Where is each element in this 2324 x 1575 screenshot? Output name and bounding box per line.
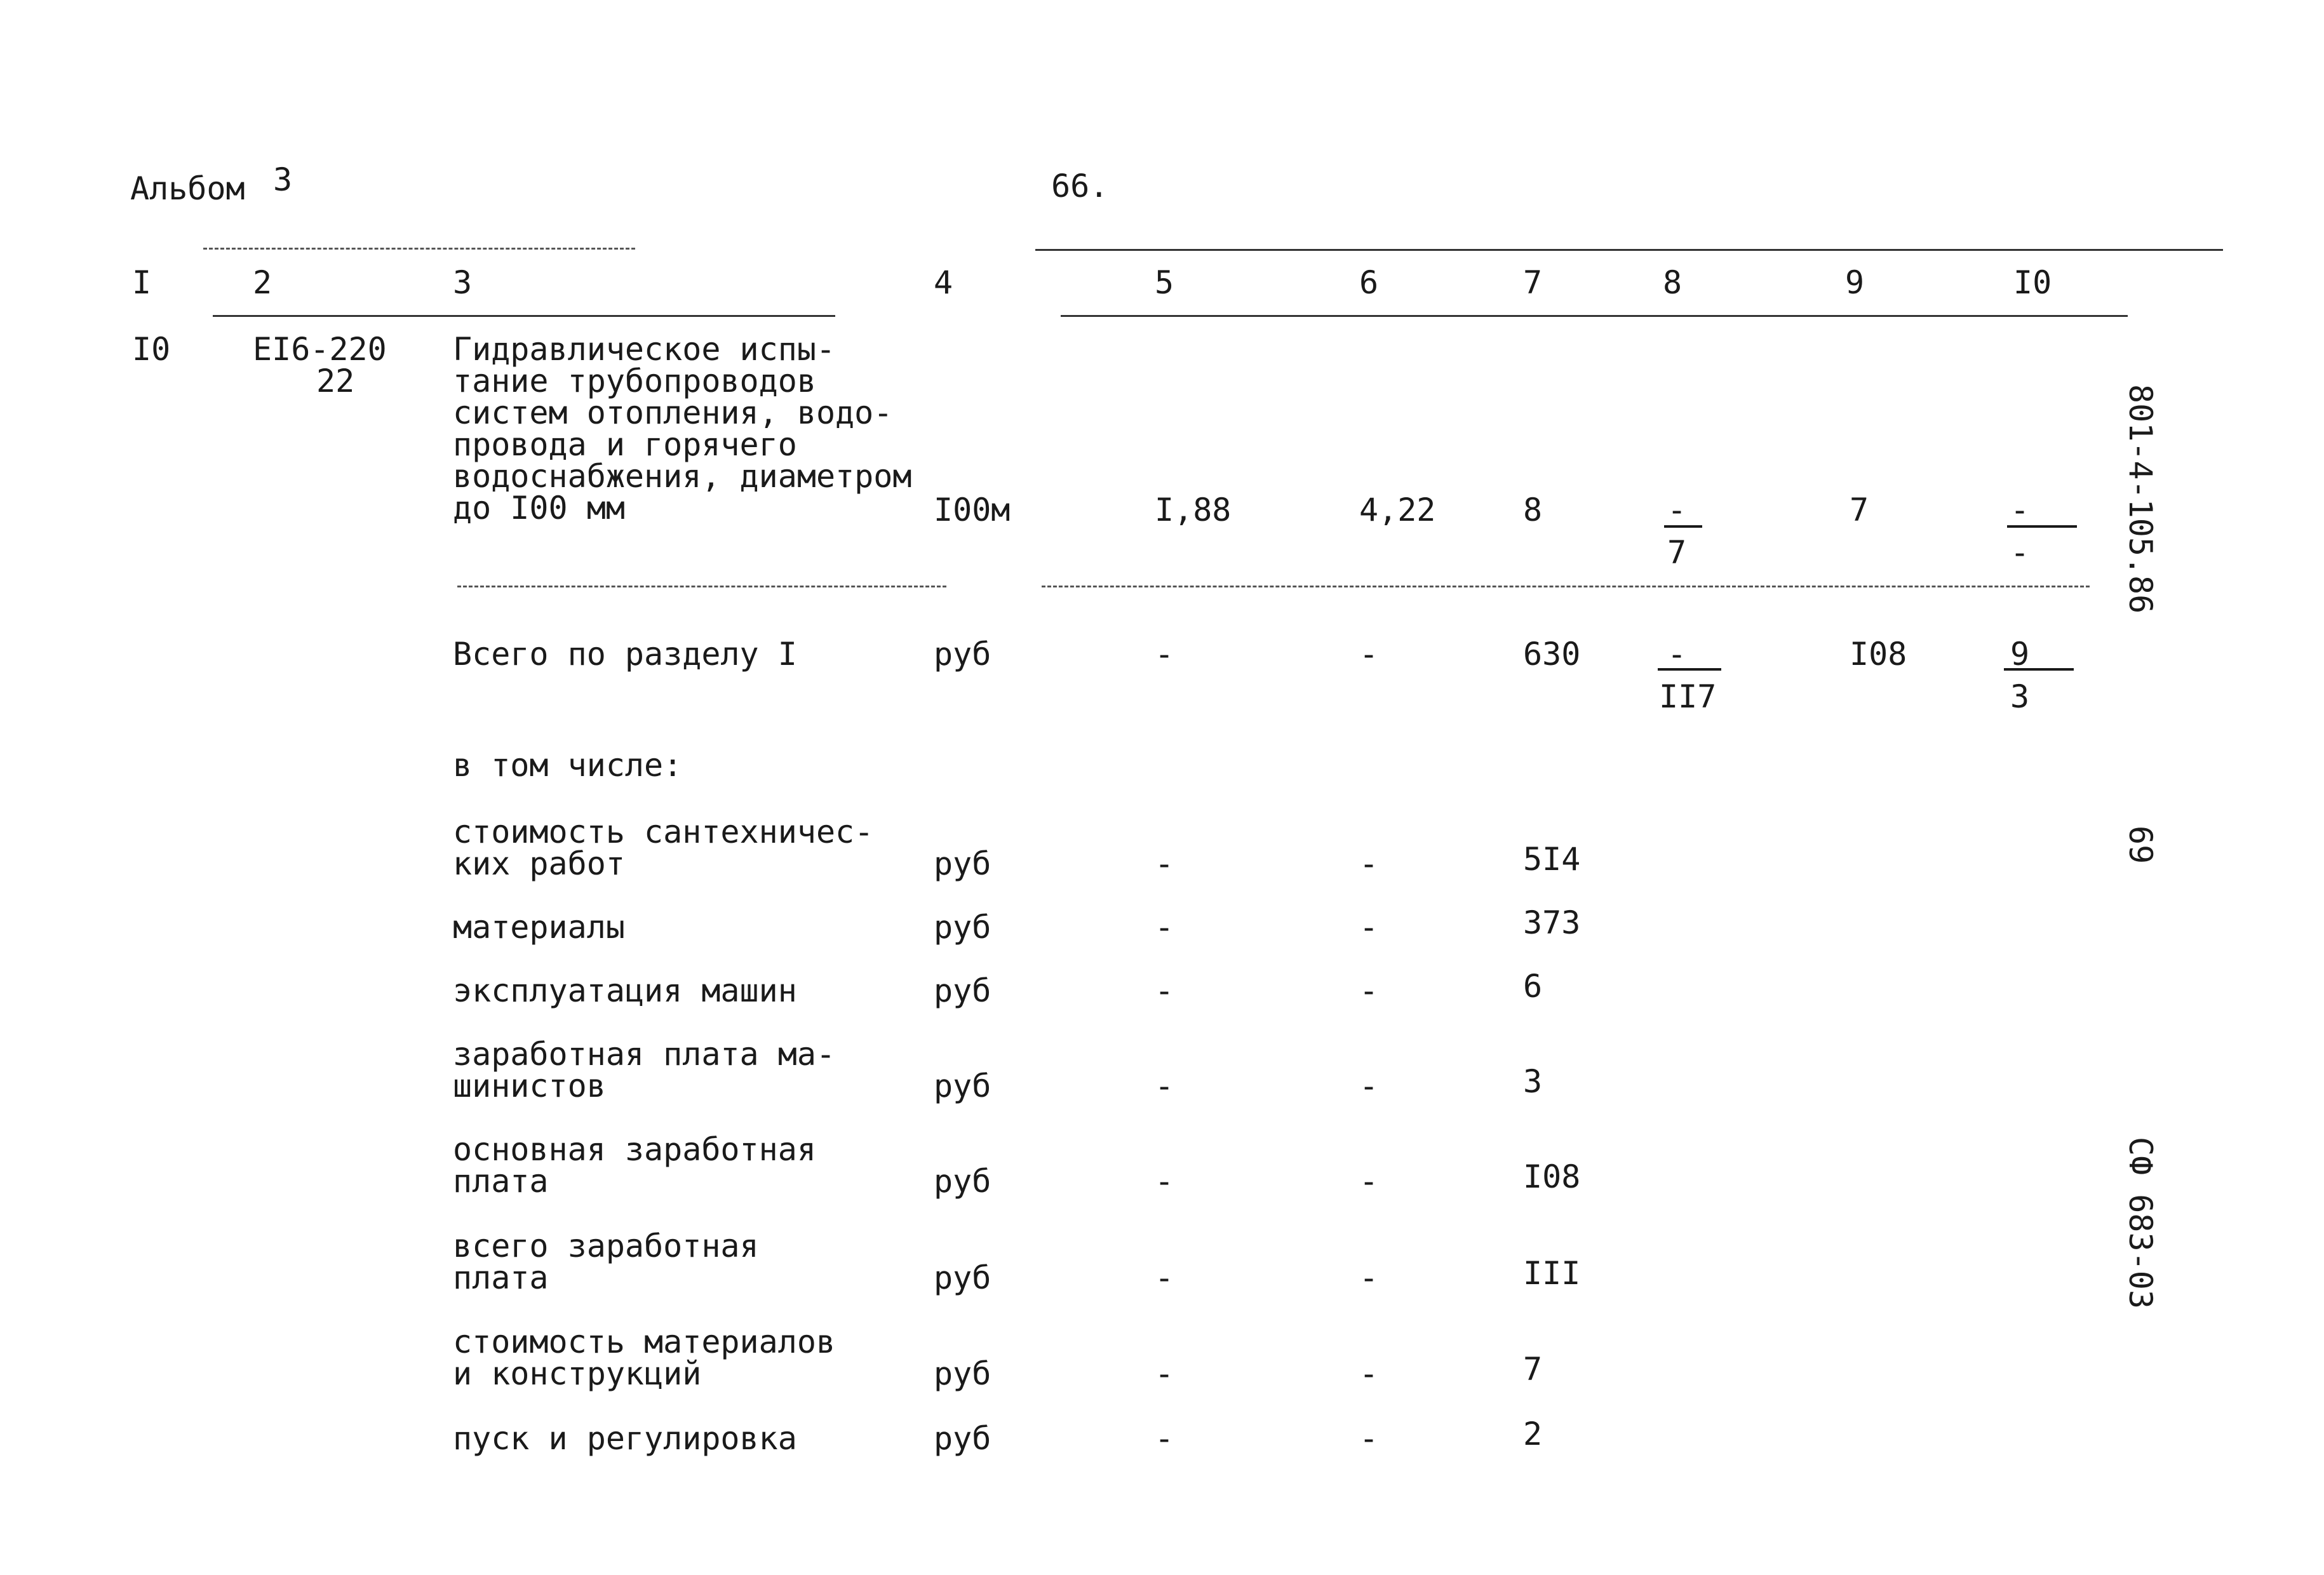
fraction-bar	[1658, 668, 1721, 671]
unit: руб	[934, 972, 991, 1009]
column-5-value: -	[1155, 1420, 1174, 1457]
rate-code-sub: 22	[316, 363, 355, 399]
breakdown-label: стоимость сантехничес- ких работ	[453, 814, 874, 882]
column-6-value: 4,22	[1359, 492, 1436, 528]
column-number: I0	[2013, 264, 2052, 301]
column-7-value: I08	[1523, 1158, 1581, 1195]
column-number: 3	[453, 264, 473, 301]
row-separator-right	[1042, 586, 2090, 587]
breakdown-label: заработная плата ма- шинистов	[453, 1036, 836, 1104]
column-10-bottom: -	[2010, 534, 2030, 571]
column-7-value: 3	[1523, 1063, 1543, 1100]
column-6-value: -	[1359, 1068, 1379, 1104]
album-label: Альбом	[130, 170, 245, 207]
column-10-bottom: 3	[2010, 678, 2030, 715]
column-8-top: -	[1667, 492, 1687, 528]
column-8-top: -	[1667, 636, 1687, 673]
fraction-bar	[2007, 525, 2077, 528]
column-6-value: -	[1359, 845, 1379, 882]
unit: руб	[934, 1355, 991, 1392]
column-5-value: -	[1155, 636, 1174, 673]
row-separator-left	[457, 586, 946, 587]
column-number: 7	[1523, 264, 1543, 301]
column-number: 8	[1663, 264, 1683, 301]
column-7-value: 6	[1523, 968, 1543, 1005]
column-5-value: -	[1155, 972, 1174, 1009]
column-5-value: -	[1155, 1355, 1174, 1392]
unit: руб	[934, 909, 991, 946]
column-7-value: 2	[1523, 1416, 1543, 1452]
column-6-value: -	[1359, 1163, 1379, 1200]
column-number: 4	[934, 264, 953, 301]
column-9-value: 7	[1850, 492, 1869, 528]
column-10-top: 9	[2010, 636, 2030, 673]
breakdown-label: пуск и регулировка	[453, 1420, 797, 1457]
including-label: в том числе:	[453, 747, 683, 784]
column-6-value: -	[1359, 1355, 1379, 1392]
column-number: 6	[1359, 264, 1379, 301]
top-rule-right	[1035, 249, 2223, 251]
column-number: 2	[253, 264, 272, 301]
unit: руб	[934, 1420, 991, 1457]
margin-doc-code: 801-4-105.86	[2122, 384, 2159, 614]
column-6-value: -	[1359, 1259, 1379, 1296]
breakdown-label: всего заработная плата	[453, 1228, 759, 1296]
unit: руб	[934, 845, 991, 882]
column-5-value: -	[1155, 1068, 1174, 1104]
column-7-value: 5I4	[1523, 841, 1581, 878]
column-7-value: III	[1523, 1255, 1581, 1292]
unit: I00м	[934, 492, 1011, 528]
top-rule-left	[203, 248, 635, 250]
column-5-value: I,88	[1155, 492, 1232, 528]
fraction-bar	[1664, 525, 1702, 528]
column-number: 5	[1155, 264, 1174, 301]
row-number: I0	[132, 331, 171, 368]
column-5-value: -	[1155, 1163, 1174, 1200]
column-6-value: -	[1359, 1420, 1379, 1457]
rate-code: EI6-220	[253, 331, 387, 368]
page-number: 66.	[1051, 168, 1109, 204]
column-10-top: -	[2010, 492, 2030, 528]
column-number: I	[132, 264, 152, 301]
header-rule-right	[1061, 315, 2128, 317]
margin-stamp: СФ 683-03	[2122, 1137, 2159, 1309]
column-8-bottom: 7	[1667, 534, 1687, 571]
fraction-bar	[2004, 668, 2074, 671]
column-6-value: -	[1359, 972, 1379, 1009]
breakdown-label: стоимость материалов и конструкций	[453, 1324, 836, 1392]
column-9-value: I08	[1850, 636, 1907, 673]
column-7-value: 373	[1523, 904, 1581, 941]
header-rule-left	[213, 315, 835, 317]
column-7-value: 7	[1523, 1351, 1543, 1388]
margin-page-number: 69	[2122, 826, 2159, 864]
unit: руб	[934, 1163, 991, 1200]
unit: руб	[934, 1068, 991, 1104]
column-5-value: -	[1155, 1259, 1174, 1296]
column-5-value: -	[1155, 909, 1174, 946]
column-8-bottom: II7	[1659, 678, 1717, 715]
column-7-value: 630	[1523, 636, 1581, 673]
total-label: Всего по разделу I	[453, 636, 797, 673]
unit: руб	[934, 636, 991, 673]
column-6-value: -	[1359, 636, 1379, 673]
album-number: 3	[273, 161, 293, 198]
breakdown-label: материалы	[453, 909, 625, 946]
column-number: 9	[1845, 264, 1865, 301]
column-7-value: 8	[1523, 492, 1543, 528]
breakdown-label: эксплуатация машин	[453, 972, 797, 1009]
column-6-value: -	[1359, 909, 1379, 946]
breakdown-label: основная заработная плата	[453, 1131, 816, 1200]
work-description: Гидравлическое испы- тание трубопроводов систем отопления, водо- провода и горячего водоснабжения, диаметром до I00 мм	[453, 331, 912, 526]
column-5-value: -	[1155, 845, 1174, 882]
unit: руб	[934, 1259, 991, 1296]
